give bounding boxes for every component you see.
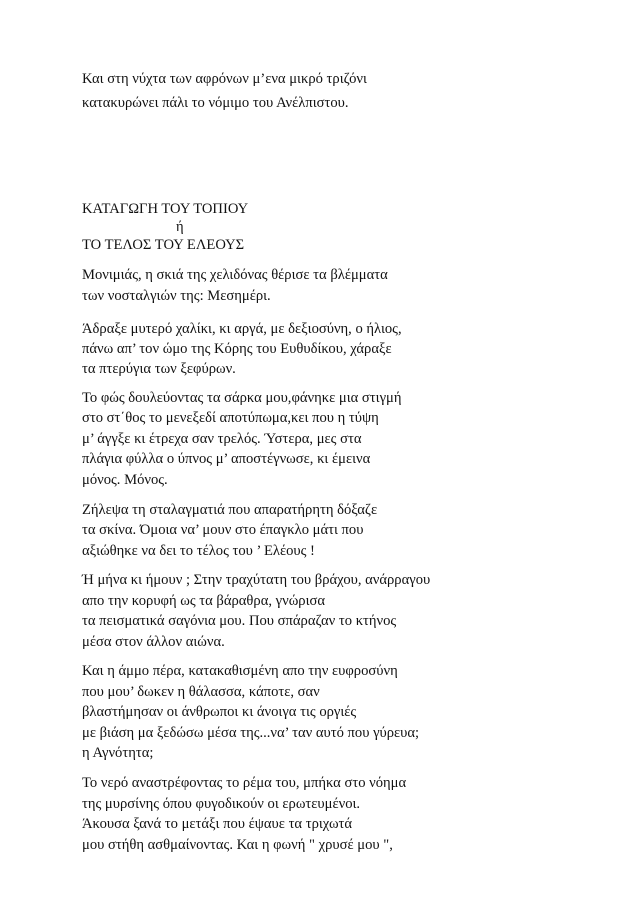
stanza-line: πλάγια φύλλα ο ύπνος μ’ αποστέγνωσε, κι έμεινα bbox=[82, 451, 371, 467]
intro-line: κατακυρώνει πάλι το νόμιμο του Ανέλπιστου. bbox=[82, 95, 349, 111]
stanza-line: Άδραξε μυτερό χαλίκι, κι αργά, με δεξιοσύνη, ο ήλιος, bbox=[82, 321, 402, 337]
stanza-line: Το νερό αναστρέφοντας το ρέμα του, μπήκα στο νόημα bbox=[82, 775, 407, 791]
stanza-line: που μου’ δωκεν η θάλασσα, κάποτε, σαν bbox=[82, 684, 320, 700]
stanza-line: Ζήλεψα τη σταλαγματιά που απαρατήρητη δόξαζε bbox=[82, 502, 378, 518]
stanza-line: Και η άμμο πέρα, κατακαθισμένη απο την ευφροσύνη bbox=[82, 663, 398, 679]
stanza-line: Ή μήνα κι ήμουν ; Στην τραχύτατη του βράχου, ανάρραγου bbox=[82, 572, 431, 588]
stanza-line: με βιάση μα ξεδώσω μέσα της...να’ ταν αυτό που γύρευα; bbox=[82, 725, 420, 741]
intro-line: Και στη νύχτα των αφρόνων μ’ενα μικρό τριζόνι bbox=[82, 71, 367, 87]
stanza-line: στο στ΄θος το μενεξεδί αποτύπωμα,κει που η τύψη bbox=[82, 410, 379, 426]
stanza-line: Άκουσα ξανά το μετάξι που έψαυε τα τριχωτά bbox=[82, 816, 353, 832]
stanza-line: τα πτερύγια των ξεφύρων. bbox=[82, 361, 236, 377]
poem-title-conjunction: ή bbox=[176, 219, 184, 235]
stanza-line: μέσα στον άλλον αιώνα. bbox=[82, 634, 225, 650]
stanza-line: μου στήθη ασθμαίνοντας. Και η φωνή " χρυσέ μου ", bbox=[82, 837, 393, 853]
stanza-line: Το φώς δουλεύοντας τα σάρκα μου,φάνηκε μια στιγμή bbox=[82, 390, 402, 406]
poem-title: ΚΑΤΑΓΩΓΗ ΤΟΥ ΤΟΠΙΟΥ bbox=[82, 201, 249, 217]
stanza-line: Μονιμιάς, η σκιά της χελιδόνας θέρισε τα βλέμματα bbox=[82, 267, 388, 283]
stanza-line: η Αγνότητα; bbox=[82, 745, 154, 761]
stanza-line: πάνω απ’ τον ώμο της Κόρης του Ευθυδίκου, χάραξε bbox=[82, 341, 392, 357]
stanza-line: μ’ άγγξε κι έτρεχα σαν τρελός. Ύστερα, μες στα bbox=[82, 431, 362, 447]
poem-subtitle: ΤΟ ΤΕΛΟΣ ΤΟΥ ΕΛΕΟΥΣ bbox=[82, 237, 245, 253]
stanza-line: απο την κορυφή ως τα βάραθρα, γνώρισα bbox=[82, 593, 326, 609]
stanza-line: τα πεισματικά σαγόνια μου. Που σπάραζαν το κτήνος bbox=[82, 613, 397, 629]
stanza-line: βλαστήμησαν οι άνθρωποι κι άνοιγα τις οργιές bbox=[82, 704, 357, 720]
stanza-line: της μυρσίνης όπου φυγοδικούν οι ερωτευμένοι. bbox=[82, 796, 361, 812]
stanza-line: των νοσταλγιών της: Μεσημέρι. bbox=[82, 288, 271, 304]
stanza-line: τα σκίνα. Όμοια να’ μουν στο έπαγκλο μάτι που bbox=[82, 522, 364, 538]
stanza-line: μόνος. Μόνος. bbox=[82, 472, 168, 488]
stanza-line: αξιώθηκε να δει το τέλος του ’ Ελέους ! bbox=[82, 543, 315, 559]
